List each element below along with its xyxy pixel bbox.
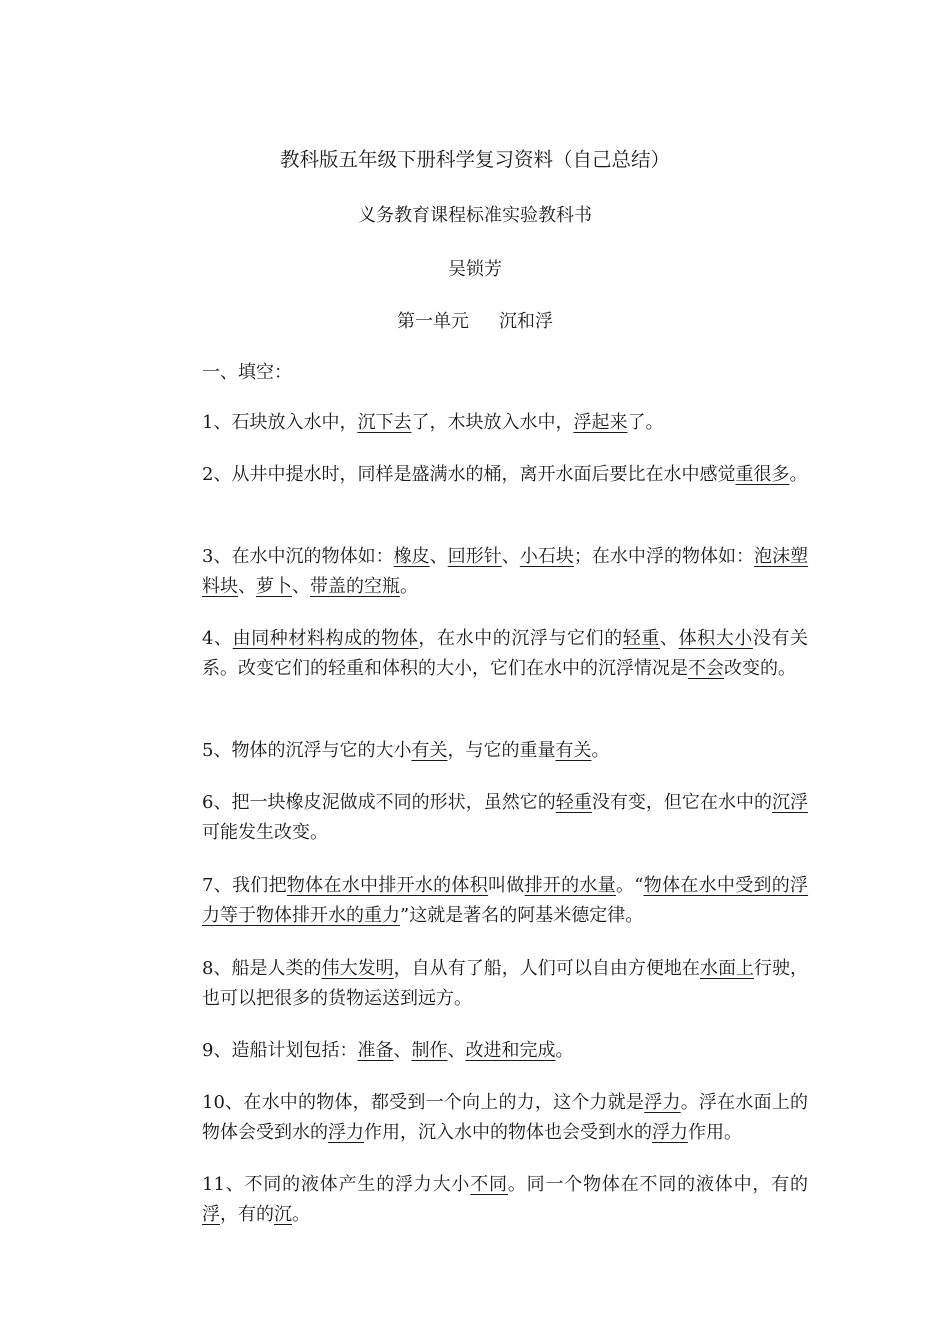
item-text: ”这就是著名的阿基米德定律。 <box>400 905 644 926</box>
section-heading: 一、填空： <box>202 362 292 383</box>
unit-number: 第一单元 <box>397 311 469 332</box>
answer-blank: 改进和完成 <box>465 1040 556 1061</box>
item-text: 行驶，也可以把很多的货物运送到远方。 <box>202 958 809 1009</box>
item-text: 、 <box>238 576 256 597</box>
answer-blank: 泡沫塑料块 <box>202 546 809 597</box>
answer-blank: 体积大小 <box>678 628 753 649</box>
fill-item-6 <box>202 788 808 848</box>
fill-item-8 <box>202 954 808 1014</box>
item-text: 、 <box>429 546 448 567</box>
answer-blank: 排开的水量 <box>524 875 616 896</box>
answer-blank: 由同种材料构成的物体 <box>232 628 419 649</box>
answer-blank: 准备 <box>357 1040 394 1061</box>
item-text: 。浮在水面上的物体会受到水的 <box>202 1092 809 1143</box>
fill-item-11 <box>202 1170 808 1230</box>
answer-blank: 带盖的空瓶 <box>310 576 400 597</box>
author-name: 吴锁芳 <box>448 259 502 280</box>
item-text: ，有的 <box>220 1204 274 1225</box>
fill-item-10 <box>202 1088 808 1148</box>
document-subtitle: 义务教育课程标准实验教科书 <box>358 205 592 226</box>
item-text: 5、物体的沉浮与它的大小 <box>202 740 412 761</box>
item-text: 4、 <box>202 628 233 649</box>
answer-blank: 小石块 <box>519 546 574 567</box>
fill-item-4 <box>202 624 808 684</box>
answer-blank: 物体在水中排开水的体积 <box>286 875 488 896</box>
answer-blank: 浮力 <box>328 1122 364 1143</box>
item-text: ，自从有了船，人们可以自由方便地在 <box>393 958 700 979</box>
item-text: 了，木块放入水中， <box>411 412 574 433</box>
item-text: 改变的。 <box>724 658 796 679</box>
item-text: 3、在水中沉的物体如： <box>202 546 394 567</box>
item-text: 2、从井中提水时，同样是盛满水的桶，离开水面后要比在水中感觉 <box>202 464 736 485</box>
item-text: 1、石块放入水中， <box>202 412 358 433</box>
item-text: 10、在水中的物体，都受到一个向上的力，这个力就是 <box>202 1092 645 1113</box>
fill-item-7 <box>202 871 808 931</box>
unit-name: 沉和浮 <box>499 311 553 332</box>
answer-blank: 不同 <box>470 1174 508 1195</box>
unit-heading <box>0 307 950 333</box>
answer-blank: 浮 <box>202 1204 220 1225</box>
item-text: 8、船是人类的 <box>202 958 322 979</box>
answer-blank: 橡皮 <box>393 546 430 567</box>
fill-item-3 <box>202 542 808 602</box>
item-text: ，与它的重量 <box>447 740 556 761</box>
item-text: ；在水中浮的物体如： <box>573 546 755 567</box>
item-text: 。 <box>789 464 808 485</box>
answer-blank: 浮力 <box>652 1122 688 1143</box>
item-text: 9、造船计划包括： <box>202 1040 358 1061</box>
item-text: ，在水中的沉浮与它们的 <box>418 628 623 649</box>
answer-blank: 伟大发明 <box>321 958 394 979</box>
item-text: 没有关系。改变它们的轻重和体积的大小，它们在水中的沉浮情况是 <box>202 628 809 679</box>
answer-blank: 重很多 <box>735 464 790 485</box>
answer-blank: 物体在水中受到的浮力等于物体排开水的重力 <box>202 875 809 926</box>
answer-blank: 轻重 <box>555 792 592 813</box>
item-text: 叫做 <box>488 875 525 896</box>
answer-blank: 有关 <box>555 740 592 761</box>
item-text: 、 <box>292 576 310 597</box>
item-text: 。 <box>555 1040 574 1061</box>
item-text: 了。 <box>627 412 664 433</box>
item-text: 。同一个物体在不同的液体中，有的 <box>507 1174 809 1195</box>
answer-blank: 浮起来 <box>573 412 628 433</box>
answer-blank: 不会 <box>688 658 724 679</box>
item-text: 。 <box>400 576 418 597</box>
item-text: 、 <box>659 628 679 649</box>
item-text: 、 <box>393 1040 412 1061</box>
answer-blank: 沉下去 <box>357 412 412 433</box>
answer-blank: 制作 <box>411 1040 448 1061</box>
answer-blank: 沉 <box>274 1204 292 1225</box>
fill-item-9 <box>202 1036 808 1066</box>
item-text: 、 <box>447 1040 466 1061</box>
item-text: 6、把一块橡皮泥做成不同的形状，虽然它的 <box>202 792 556 813</box>
document-title: 教科版五年级下册科学复习资料（自己总结） <box>279 148 670 171</box>
answer-blank: 有关 <box>411 740 448 761</box>
item-text: 、 <box>501 546 520 567</box>
item-text: 7、我们把 <box>202 875 287 896</box>
answer-blank: 沉浮 <box>772 792 809 813</box>
item-text: 11、不同的液体产生的浮力大小 <box>202 1174 471 1195</box>
answer-blank: 水面上 <box>699 958 754 979</box>
item-text: 作用，沉入水中的物体也会受到水的 <box>364 1122 652 1143</box>
fill-item-5 <box>202 736 808 766</box>
item-text: 。 <box>292 1204 310 1225</box>
answer-blank: 浮力 <box>644 1092 681 1113</box>
answer-blank: 萝卜 <box>256 576 292 597</box>
item-text: 没有变，但它在水中的 <box>591 792 773 813</box>
item-text: 作用。 <box>688 1122 742 1143</box>
item-text: 。“ <box>616 875 644 896</box>
fill-item-2 <box>202 460 808 490</box>
answer-blank: 轻重 <box>622 628 660 649</box>
answer-blank: 回形针 <box>447 546 502 567</box>
item-text: 。 <box>591 740 610 761</box>
item-text: 可能发生改变。 <box>202 822 328 843</box>
fill-item-1 <box>202 408 808 438</box>
